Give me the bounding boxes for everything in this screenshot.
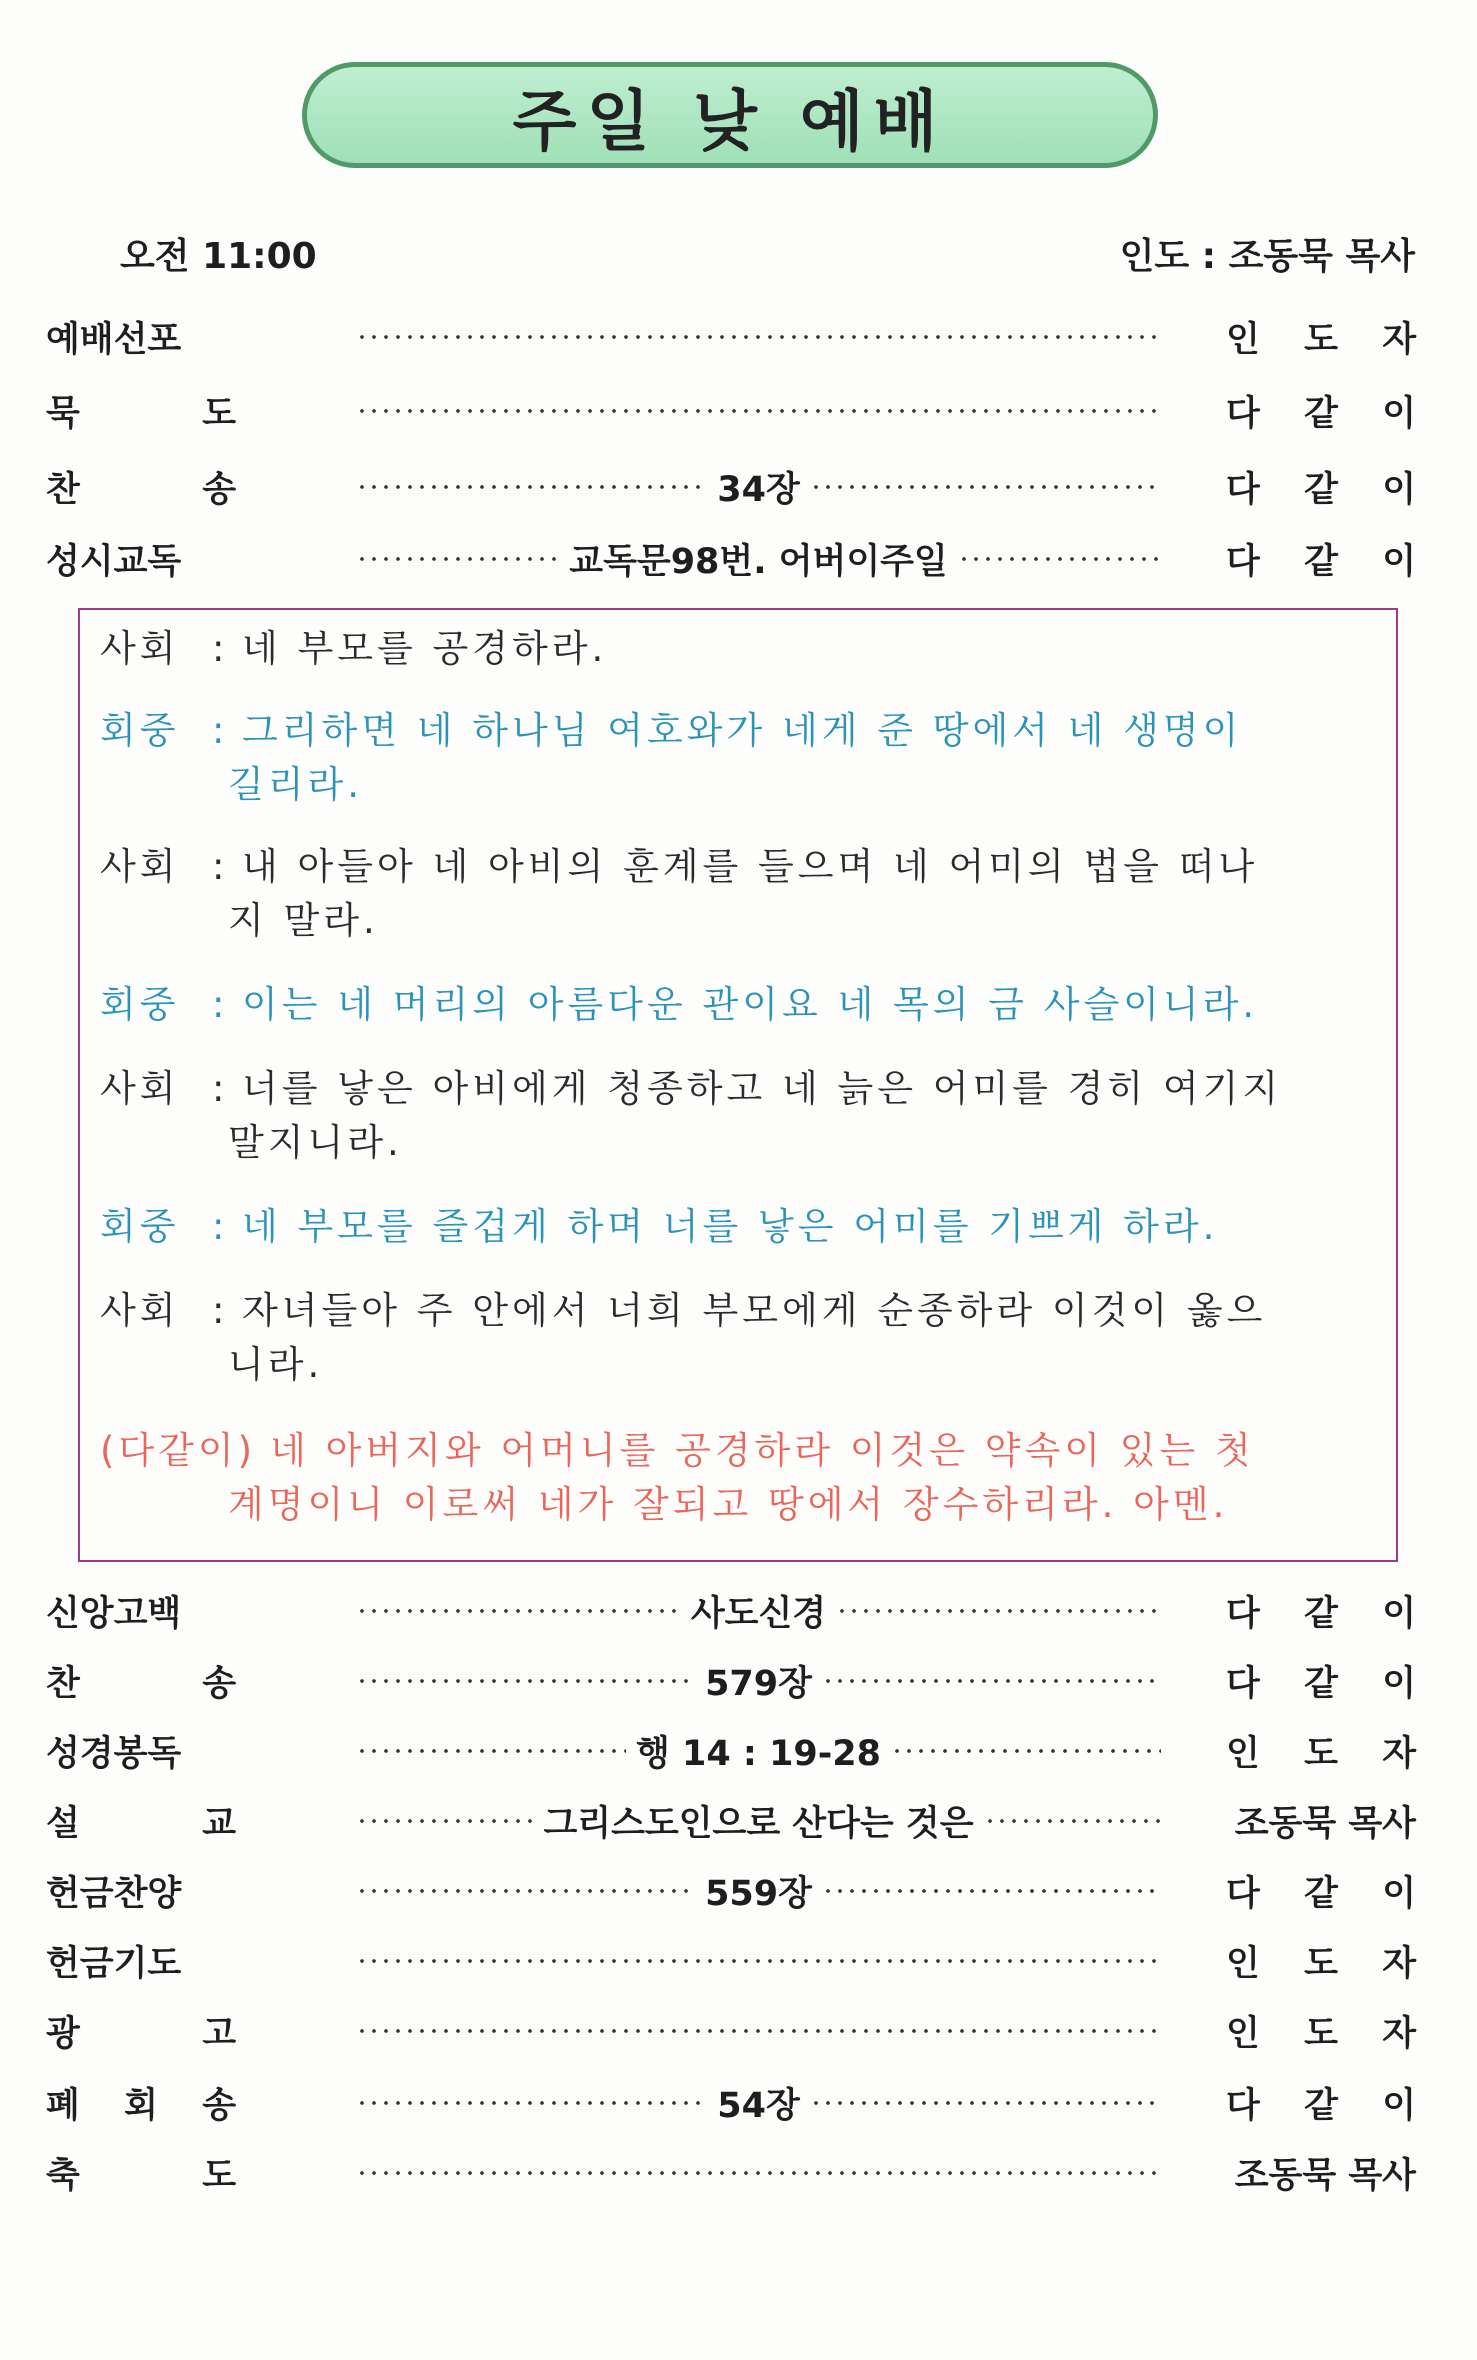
order-by [1226,534,1416,584]
order-by [1226,386,1416,436]
order-item-char: 교 [202,1804,236,1844]
responsive-line-first [100,845,1258,888]
order-by-char: 이 [1382,470,1416,510]
dots [958,556,1161,562]
order-by-char: 이 [1382,2086,1416,2126]
dot-leader [356,386,1161,436]
order-row [46,1586,1416,1642]
order-item [46,312,236,362]
order-by-char: 다 [1226,470,1260,510]
speaker-colon: : [212,983,229,1026]
order-item-text: 헌금찬양 [46,1874,182,1914]
order-by-char: 같 [1304,1874,1338,1914]
dot-leader [356,2006,1161,2056]
responsive-line [100,840,1375,948]
order-by-char: 같 [1304,2086,1338,2126]
responsive-line-first [100,1205,1218,1248]
order-item-char: 도 [202,2156,236,2196]
dots [356,1818,533,1824]
order-detail: 579장 [705,1664,812,1704]
dots [891,1748,1161,1754]
dots [356,1958,1161,1964]
service-time: 오전 11:00 [120,236,317,277]
responsive-line-first [100,627,607,670]
order-detail: 그리스도인으로 산다는 것은 [543,1804,974,1844]
speaker-colon: : [212,627,229,670]
responsive-line [100,1062,1375,1170]
order-item-text: 성시교독 [46,542,182,582]
dots [356,408,1161,414]
dot-leader [356,1796,1161,1846]
order-by [1226,1936,1416,1986]
order-by-char: 도 [1304,320,1338,360]
order-item-char: 도 [202,394,236,434]
title-banner [302,62,1158,168]
order-by-char: 같 [1304,542,1338,582]
order-by [1226,1656,1416,1706]
order-by-char: 같 [1304,470,1338,510]
order-item [46,2148,236,2198]
dots [356,2170,1161,2176]
order-by-char: 인 [1226,2014,1260,2054]
reading-text: 내 아들아 네 아비의 훈계를 들으며 네 어미의 법을 떠나 [242,845,1259,888]
speaker-colon: : [212,1289,229,1332]
order-by-char: 이 [1382,394,1416,434]
order-item [46,1866,236,1916]
order-by-char: 같 [1304,1664,1338,1704]
order-by [1226,462,1416,512]
dots [822,1888,1161,1894]
dot-leader [356,1936,1161,1986]
order-item [46,1796,236,1846]
dots [356,1888,695,1894]
order-row [46,312,1416,368]
order-item-char: 회 [124,2086,158,2126]
dots [984,1818,1161,1824]
reading-text: 그리하면 네 하나님 여호와가 네게 준 땅에서 네 생명이 [242,709,1243,752]
reading-text-continued: 지 말라. [228,899,379,942]
responsive-line-first [100,1067,1282,1110]
responsive-line [100,1200,1375,1254]
order-by-char: 이 [1382,1664,1416,1704]
reading-text: 네 부모를 즐겁게 하며 너를 낳은 어미를 기쁘게 하라. [242,1205,1219,1248]
order-by [1226,2148,1416,2198]
responsive-line-first [100,983,1258,1026]
speaker-label: 사회 [100,845,180,888]
order-row [46,1726,1416,1782]
order-detail: 사도신경 [690,1594,827,1634]
order-item [46,2078,236,2128]
order-by-char: 같 [1304,394,1338,434]
service-leader: 인도 : 조동묵 목사 [1119,236,1415,277]
reading-text-continued: 길리라. [228,763,363,806]
speaker-colon: : [212,709,229,752]
dots [356,1678,695,1684]
dot-leader [356,1726,1161,1776]
order-item-char: 송 [202,2086,236,2126]
order-by-text: 조동묵 목사 [1234,1804,1416,1844]
order-item [46,386,236,436]
order-row [46,386,1416,442]
order-item-char: 광 [46,2014,80,2054]
speaker-label: 회중 [100,709,180,752]
dot-leader [356,1656,1161,1706]
order-by [1226,312,1416,362]
order-by-char: 자 [1382,1944,1416,1984]
responsive-line [100,978,1375,1032]
order-by-char: 도 [1304,1734,1338,1774]
order-by [1226,1866,1416,1916]
dot-leader [356,462,1161,512]
dots [356,556,559,562]
speaker-colon: : [212,1205,229,1248]
reading-text: 네 아버지와 어머니를 공경하라 이것은 약속이 있는 첫 [270,1429,1255,1472]
dots [356,484,707,490]
order-item-char: 찬 [46,470,80,510]
order-row [46,1936,1416,1992]
speaker-label: 사회 [100,627,180,670]
reading-text-continued: 니라. [228,1343,324,1386]
responsive-line [100,704,1375,812]
order-row [46,534,1416,590]
order-by [1226,2006,1416,2056]
order-item-char: 묵 [46,394,80,434]
speaker-label: 회중 [100,983,180,1026]
responsive-line [100,622,1375,676]
order-by-char: 이 [1382,542,1416,582]
order-by-char: 인 [1226,1944,1260,1984]
order-item-char: 송 [202,1664,236,1704]
speaker-label: 회중 [100,1205,180,1248]
dots [810,2100,1161,2106]
dot-leader [356,1586,1161,1636]
responsive-line [100,1284,1375,1392]
reading-text: 이는 네 머리의 아름다운 관이요 네 목의 금 사슬이니라. [242,983,1259,1026]
dots [822,1678,1161,1684]
order-item-text: 예배선포 [46,320,182,360]
order-row [46,1796,1416,1852]
order-by-char: 다 [1226,1874,1260,1914]
order-item [46,2006,236,2056]
reading-text-continued: 말지니라. [228,1121,403,1164]
order-row [46,2148,1416,2204]
order-row [46,2006,1416,2062]
order-item [46,1656,236,1706]
order-item-char: 축 [46,2156,80,2196]
order-item-text: 신앙고백 [46,1594,182,1634]
order-detail: 교독문98번. 어버이주일 [569,542,948,582]
dots [356,334,1161,340]
order-by-char: 다 [1226,542,1260,582]
dot-leader [356,534,1161,584]
order-row [46,2078,1416,2134]
dot-leader [356,1866,1161,1916]
order-detail: 559장 [705,1874,812,1914]
order-by [1226,1586,1416,1636]
order-item [46,1936,236,1986]
order-detail: 34장 [717,470,800,510]
reading-text: 너를 낳은 아비에게 청종하고 네 늙은 어미를 경히 여기지 [242,1067,1283,1110]
order-detail: 54장 [717,2086,800,2126]
order-item-text: 성경봉독 [46,1734,182,1774]
order-by-char: 이 [1382,1874,1416,1914]
dots [356,2100,707,2106]
dots [356,2028,1161,2034]
dots [356,1748,626,1754]
order-by-char: 자 [1382,320,1416,360]
order-item-char: 설 [46,1804,80,1844]
speaker-colon: : [212,845,229,888]
order-by-char: 이 [1382,1594,1416,1634]
speaker-label: 사회 [100,1067,180,1110]
order-by-char: 자 [1382,1734,1416,1774]
order-item-char: 폐 [46,2086,80,2126]
order-by-char: 도 [1304,1944,1338,1984]
order-by-text: 조동묵 목사 [1234,2156,1416,2196]
reading-text: 자녀들아 주 안에서 너희 부모에게 순종하라 이것이 옳으 [242,1289,1267,1332]
reading-text: 네 부모를 공경하라. [242,627,608,670]
order-item [46,1726,236,1776]
order-by-char: 인 [1226,320,1260,360]
order-row [46,462,1416,518]
dots [810,484,1161,490]
dots [836,1608,1161,1614]
order-item [46,462,236,512]
speaker-label: (다같이) [100,1429,257,1472]
order-item-text: 헌금기도 [46,1944,182,1984]
order-row [46,1866,1416,1922]
order-item [46,534,236,584]
order-by [1226,1726,1416,1776]
dots [356,1608,681,1614]
responsive-line-first [100,1289,1266,1332]
dot-leader [356,2078,1161,2128]
speaker-label: 사회 [100,1289,180,1332]
responsive-line-first [100,709,1242,752]
order-item-char: 고 [202,2014,236,2054]
reading-text-continued: 계명이니 이로써 네가 잘되고 땅에서 장수하리라. 아멘. [228,1483,1229,1526]
dot-leader [356,312,1161,362]
responsive-line-first [100,1429,1255,1472]
dot-leader [356,2148,1161,2198]
order-item [46,1586,236,1636]
order-item-char: 찬 [46,1664,80,1704]
order-by-char: 다 [1226,394,1260,434]
order-detail: 행 14 : 19-28 [636,1734,882,1774]
order-by-char: 다 [1226,1594,1260,1634]
order-by-char: 자 [1382,2014,1416,2054]
order-by [1226,1796,1416,1846]
order-by-char: 다 [1226,2086,1260,2126]
order-by [1226,2078,1416,2128]
responsive-line [100,1424,1375,1532]
order-by-char: 같 [1304,1594,1338,1634]
order-by-char: 다 [1226,1664,1260,1704]
order-by-char: 인 [1226,1734,1260,1774]
page-title: 주일 낮 예배 [512,82,948,160]
speaker-colon: : [212,1067,229,1110]
order-by-char: 도 [1304,2014,1338,2054]
order-row [46,1656,1416,1712]
order-item-char: 송 [202,470,236,510]
